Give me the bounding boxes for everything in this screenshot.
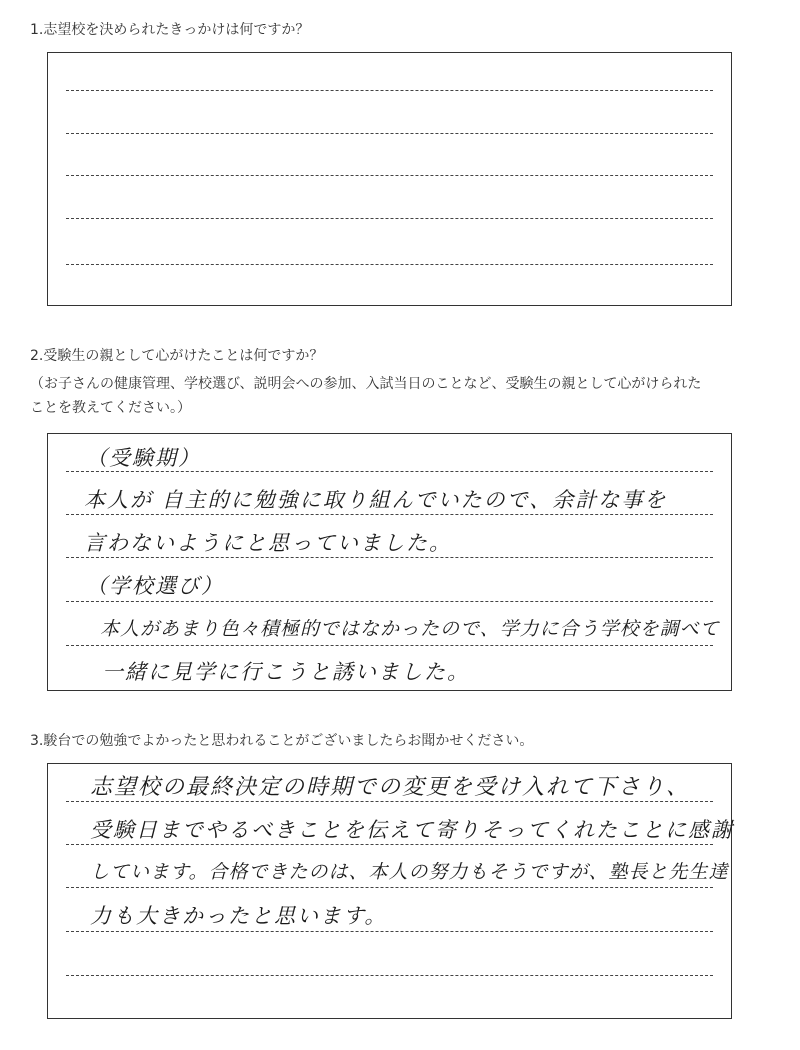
answer-rule <box>66 931 713 932</box>
handwritten-line: しています。合格できたのは、本人の努力もそうですが、塾長と先生達 <box>90 861 729 883</box>
question-1-title: 1.志望校を決められたきっかけは何ですか？ <box>30 22 310 38</box>
question-3-title: 3.駿台での勉強でよかったと思われることがございましたらお聞かせください。 <box>30 733 534 749</box>
answer-rule <box>66 514 713 515</box>
handwritten-line: 本人があまり色々積極的ではなかったので、学力に合う学校を調べて <box>100 618 720 640</box>
question-2-note <box>30 372 780 420</box>
handwritten-line: 力も大きかったと思います。 <box>90 904 388 928</box>
answer-box-2 <box>47 433 732 691</box>
answer-rule <box>66 801 713 802</box>
answer-rule <box>66 975 713 976</box>
answer-rule <box>66 133 713 134</box>
answer-rule <box>66 218 713 219</box>
answer-rule <box>66 601 713 602</box>
question-2-note-line: （お子さんの健康管理、学校選び、説明会への参加、入試当日のことなど、受験生の親として心がけられた <box>30 376 702 392</box>
handwritten-line: 受験日までやるべきことを伝えて寄りそってくれたことに感謝 <box>90 818 734 842</box>
question-2-note-line: ことを教えてください。） <box>30 400 191 416</box>
handwritten-line: （学校選び） <box>86 574 224 598</box>
handwritten-line: 一緒に見学に行こうと誘いました。 <box>102 660 470 684</box>
answer-box-3 <box>47 763 732 1019</box>
answer-rule <box>66 645 713 646</box>
question-2-title: 2.受験生の親として心がけたことは何ですか？ <box>30 348 324 364</box>
answer-rule <box>66 844 713 845</box>
answer-rule <box>66 557 713 558</box>
handwritten-line: 志望校の最終決定の時期での変更を受け入れて下さり、 <box>90 775 691 800</box>
answer-rule <box>66 90 713 91</box>
answer-rule <box>66 175 713 176</box>
answer-box-1 <box>47 52 732 306</box>
answer-rule <box>66 887 713 888</box>
handwritten-line: 言わないようにと思っていました。 <box>84 531 452 555</box>
handwritten-line: （受験期） <box>86 446 201 470</box>
handwritten-line: 本人が 自主的に勉強に取り組んでいたので、余計な事を <box>84 488 668 512</box>
answer-rule <box>66 264 713 265</box>
